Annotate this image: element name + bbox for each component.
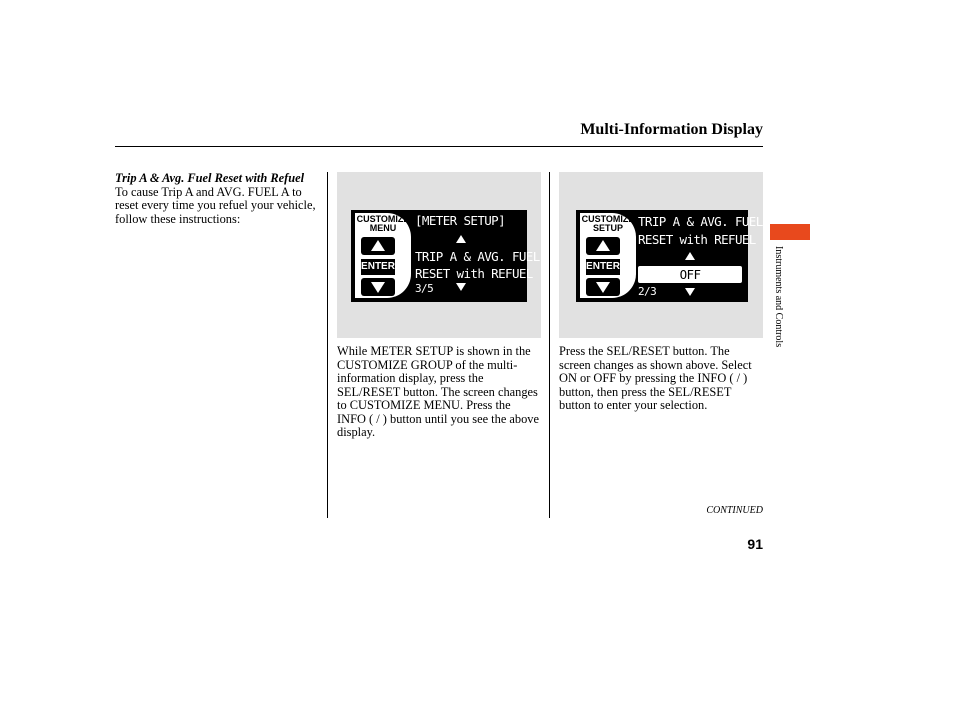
page-current: 3 bbox=[415, 282, 422, 295]
continued-label: CONTINUED bbox=[706, 505, 763, 516]
up-arrow-icon bbox=[586, 237, 620, 255]
down-button bbox=[586, 278, 620, 296]
enter-button bbox=[586, 259, 620, 275]
button-panel bbox=[355, 213, 411, 298]
lcd-line: TRIP A & AVG. FUEL bbox=[638, 214, 763, 229]
section-subheading: Trip A & Avg. Fuel Reset with Refuel bbox=[115, 171, 305, 185]
page-total: 3 bbox=[650, 285, 657, 298]
section-tab-label bbox=[772, 246, 784, 386]
enter-label: ENTER bbox=[586, 261, 620, 272]
selected-option bbox=[638, 266, 742, 283]
enter-label: ENTER bbox=[361, 261, 395, 272]
display-screen bbox=[576, 210, 763, 302]
down-arrow-icon bbox=[361, 278, 395, 296]
enter-button bbox=[361, 259, 395, 275]
figure-1-caption: While METER SETUP is shown in the CUSTOMIZE GROUP of the multi-information display, press the SEL/RESET button. The screen changes to CUSTOMIZE MENU. Press the INFO ( / ) button until you see the above display. bbox=[337, 344, 540, 439]
up-arrow-icon bbox=[455, 234, 467, 244]
lcd-line: TRIP A & AVG. FUEL bbox=[415, 249, 540, 264]
page-number: 91 bbox=[747, 536, 763, 552]
column-divider bbox=[549, 172, 550, 518]
button-panel-label: CUSTOMIZE SETUP bbox=[581, 214, 635, 233]
section-tab-text: Instruments and Controls bbox=[773, 246, 784, 348]
up-arrow-icon bbox=[361, 237, 395, 255]
lcd-line: RESET with REFUEL bbox=[638, 232, 756, 247]
down-arrow-icon bbox=[684, 287, 696, 297]
lcd-line: RESET with REFUEL bbox=[415, 266, 533, 281]
column-divider bbox=[327, 172, 328, 518]
down-button bbox=[361, 278, 395, 296]
page-current: 2 bbox=[638, 285, 645, 298]
display-screen bbox=[351, 210, 540, 302]
down-arrow-icon bbox=[586, 278, 620, 296]
figure-2-panel bbox=[559, 172, 763, 338]
page-indicator: 3/5 bbox=[415, 282, 434, 295]
page-indicator: 2/3 bbox=[638, 285, 657, 298]
intro-paragraph: To cause Trip A and AVG. FUEL A to reset every time you refuel your vehicle, follow these instructions: bbox=[115, 184, 316, 226]
header-rule bbox=[115, 146, 763, 147]
left-column bbox=[115, 172, 321, 226]
section-tab bbox=[770, 224, 810, 240]
page-title: Multi-Information Display bbox=[580, 121, 763, 138]
button-panel bbox=[580, 213, 636, 298]
lcd-header: [METER SETUP] bbox=[415, 213, 506, 228]
figure-2-caption: Press the SEL/RESET button. The screen changes as shown above. Select ON or OFF by pressing the INFO ( / ) button, then press the SEL/RESET button to enter your selection. bbox=[559, 344, 752, 412]
page-total: 5 bbox=[427, 282, 434, 295]
down-arrow-icon bbox=[455, 282, 467, 292]
button-panel-label: CUSTOMIZE MENU bbox=[356, 214, 410, 233]
up-button bbox=[586, 237, 620, 255]
up-arrow-icon bbox=[684, 251, 696, 261]
option-value: OFF bbox=[679, 267, 701, 282]
figure-1-panel bbox=[337, 172, 541, 338]
up-button bbox=[361, 237, 395, 255]
